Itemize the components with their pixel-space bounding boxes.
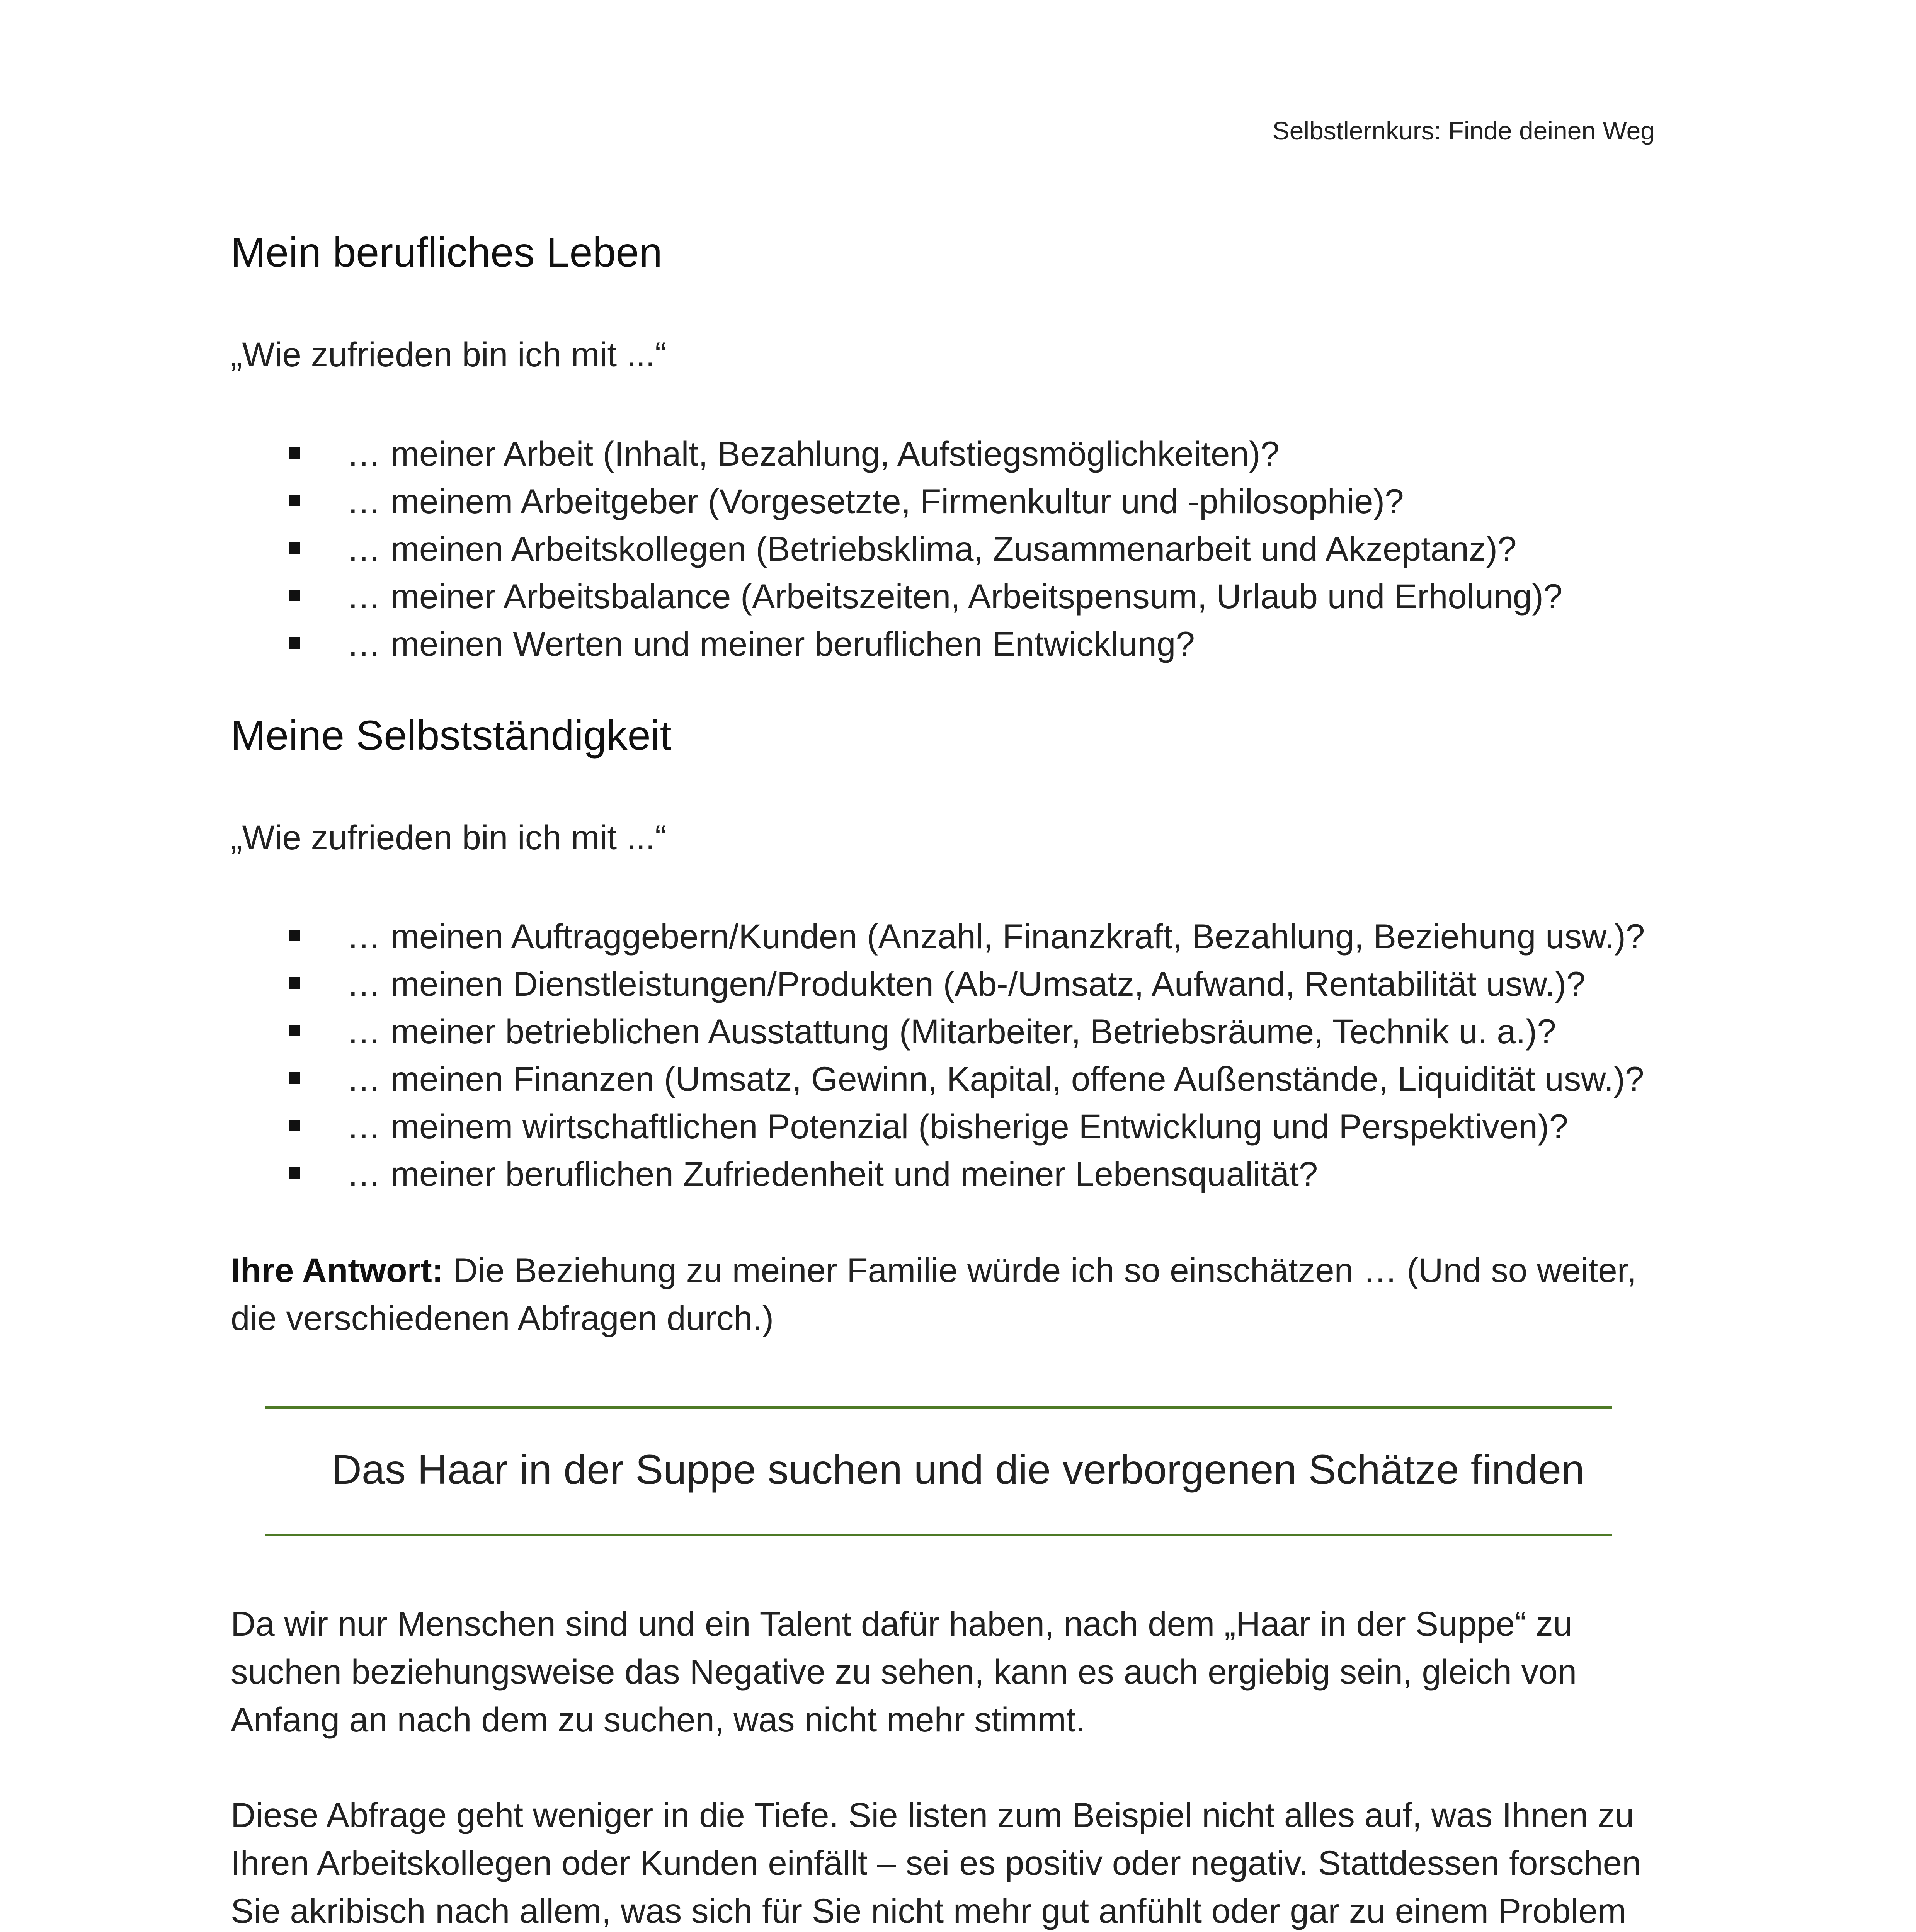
section-title-selbststaendigkeit: Meine Selbstständigkeit <box>231 712 672 759</box>
body-paragraph-2: Diese Abfrage geht weniger in die Tiefe. Sie listen zum Beispiel nicht alles auf, was Ihnen zu Ihren Arbeitskollegen oder Kunden einfällt – sei es positiv oder negativ. Stattdessen forschen Sie akribisch nach allem, was sich für Sie nicht mehr gut anfühlt oder gar zu einem Problem <box>231 1796 1641 1930</box>
list-item: … meiner betrieblichen Ausstattung (Mitarbeiter, Betriebsräume, Technik u. a.)? <box>289 1008 1645 1055</box>
bullet-square-icon <box>289 495 300 506</box>
list-item: … meinen Dienstleistungen/Produkten (Ab-/Umsatz, Aufwand, Rentabilität usw.)? <box>289 960 1645 1008</box>
bullet-square-icon <box>289 542 300 554</box>
bullet-square-icon <box>289 1025 300 1036</box>
bullet-square-icon <box>289 590 300 601</box>
answer-lead: Ihre Antwort: <box>231 1251 444 1289</box>
bullet-square-icon <box>289 930 300 941</box>
bullet-square-icon <box>289 1072 300 1084</box>
section2-list <box>289 913 1645 1198</box>
section1-prompt: „Wie zufrieden bin ich mit ...“ <box>231 335 667 374</box>
list-item: … meinen Arbeitskollegen (Betriebsklima, Zusammenarbeit und Akzeptanz)? <box>289 525 1562 573</box>
section-title-berufliches-leben: Mein berufliches Leben <box>231 229 662 276</box>
callout-rule-top <box>265 1406 1612 1409</box>
list-item: … meinen Finanzen (Umsatz, Gewinn, Kapital, offene Außenstände, Liquidität usw.)? <box>289 1055 1645 1103</box>
list-item: … meinen Auftraggebern/Kunden (Anzahl, Finanzkraft, Bezahlung, Beziehung usw.)? <box>289 913 1645 960</box>
bullet-square-icon <box>289 1120 300 1131</box>
answer-paragraph <box>231 1246 1649 1342</box>
list-item: … meinen Werten und meiner beruflichen Entwicklung? <box>289 620 1562 668</box>
callout-rule-bottom <box>265 1534 1612 1536</box>
bullet-square-icon <box>289 637 300 649</box>
callout-text: Das Haar in der Suppe suchen und die verborgenen Schätze finden <box>331 1446 1585 1493</box>
bullet-square-icon <box>289 977 300 989</box>
list-item: … meiner beruflichen Zufriedenheit und meiner Lebensqualität? <box>289 1150 1645 1198</box>
body-paragraph-1: Da wir nur Menschen sind und ein Talent dafür haben, nach dem „Haar in der Suppe“ zu suchen beziehungsweise das Negative zu sehen, kann es auch ergiebig sein, gleich von Anfang an nach dem zu suchen, was nicht mehr stimmt. <box>231 1604 1577 1739</box>
list-item: … meinem Arbeitgeber (Vorgesetzte, Firmenkultur und -philosophie)? <box>289 478 1562 525</box>
section1-list <box>289 430 1562 668</box>
list-item: … meiner Arbeitsbalance (Arbeitszeiten, Arbeitspensum, Urlaub und Erholung)? <box>289 573 1562 620</box>
bullet-square-icon <box>289 1167 300 1179</box>
list-item: … meiner Arbeit (Inhalt, Bezahlung, Aufstiegsmöglichkeiten)? <box>289 430 1562 478</box>
bullet-square-icon <box>289 447 300 459</box>
answer-text: Die Beziehung zu meiner Familie würde ich so einschätzen … (Und so weiter, die verschiedenen Abfragen durch.) <box>231 1251 1637 1337</box>
section2-prompt: „Wie zufrieden bin ich mit ...“ <box>231 818 667 857</box>
list-item: … meinem wirtschaftlichen Potenzial (bisherige Entwicklung und Perspektiven)? <box>289 1103 1645 1150</box>
running-header: Selbstlernkurs: Finde deinen Weg <box>1272 116 1655 145</box>
